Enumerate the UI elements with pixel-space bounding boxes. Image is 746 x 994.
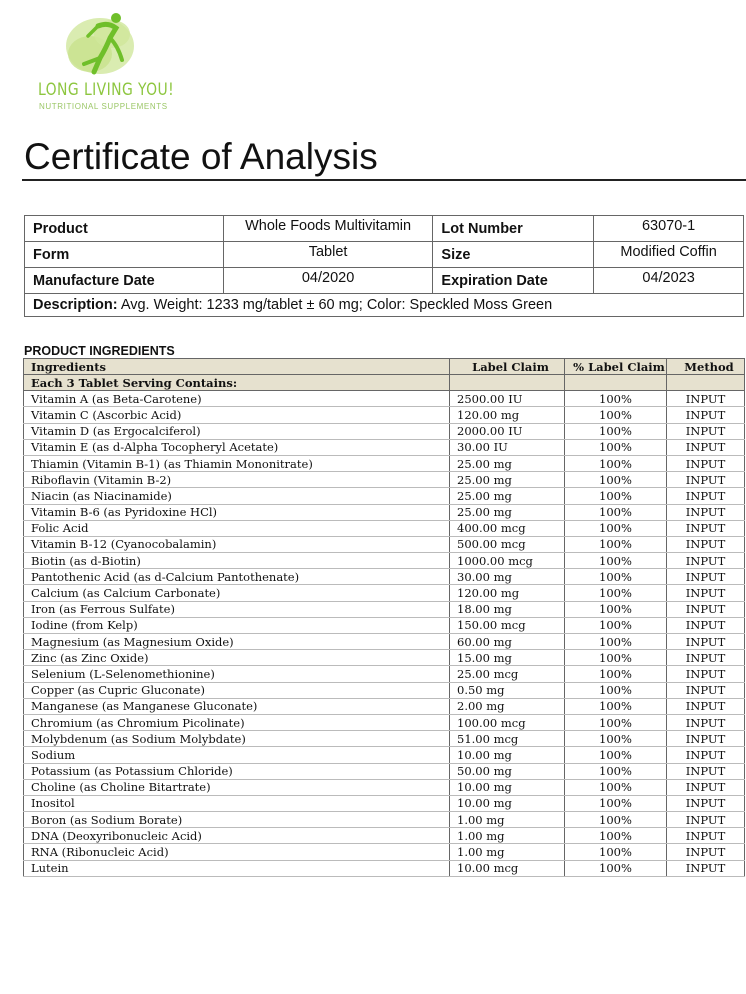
- label-claim: 50.00 mg: [450, 763, 565, 779]
- table-row: [24, 536, 745, 552]
- info-row-form: [25, 242, 744, 268]
- ingredient-name: Inositol: [24, 795, 450, 811]
- ingredient-name: Iron (as Ferrous Sulfate): [24, 601, 450, 617]
- ingredient-name: Riboflavin (Vitamin B-2): [24, 472, 450, 488]
- label-claim: 18.00 mg: [450, 601, 565, 617]
- pct-label-claim: 100%: [565, 714, 667, 730]
- pct-label-claim: 100%: [565, 812, 667, 828]
- ingredient-name: Folic Acid: [24, 520, 450, 536]
- column-header-label-claim: Label Claim: [450, 359, 565, 375]
- pct-label-claim: 100%: [565, 504, 667, 520]
- label-claim: 120.00 mg: [450, 407, 565, 423]
- title-divider: [22, 179, 746, 181]
- ingredient-name: Pantothenic Acid (as d-Calcium Pantothenate): [24, 569, 450, 585]
- pct-label-claim: 100%: [565, 455, 667, 471]
- label-claim: 150.00 mcg: [450, 617, 565, 633]
- method: INPUT: [667, 844, 745, 860]
- ingredient-name: Molybdenum (as Sodium Molybdate): [24, 731, 450, 747]
- ingredient-name: Vitamin B-6 (as Pyridoxine HCl): [24, 504, 450, 520]
- expiration-date-value: 04/2023: [594, 268, 744, 294]
- ingredient-name: Niacin (as Niacinamide): [24, 488, 450, 504]
- table-row: [24, 617, 745, 633]
- method: INPUT: [667, 520, 745, 536]
- table-row: [24, 504, 745, 520]
- ingredient-name: Vitamin A (as Beta-Carotene): [24, 391, 450, 407]
- pct-label-claim: 100%: [565, 553, 667, 569]
- table-row: [24, 585, 745, 601]
- ingredient-name: Selenium (L-Selenomethionine): [24, 666, 450, 682]
- label-claim: 2000.00 IU: [450, 423, 565, 439]
- ingredient-name: Vitamin C (Ascorbic Acid): [24, 407, 450, 423]
- pct-label-claim: 100%: [565, 747, 667, 763]
- runner-logo-icon: [60, 8, 140, 80]
- ingredient-name: Chromium (as Chromium Picolinate): [24, 714, 450, 730]
- ingredient-name: Zinc (as Zinc Oxide): [24, 650, 450, 666]
- table-row: [24, 731, 745, 747]
- ingredient-name: Iodine (from Kelp): [24, 617, 450, 633]
- info-row-description: [25, 294, 744, 317]
- label-claim: 0.50 mg: [450, 682, 565, 698]
- label-claim: 10.00 mcg: [450, 860, 565, 876]
- pct-label-claim: 100%: [565, 763, 667, 779]
- method: INPUT: [667, 472, 745, 488]
- ingredient-name: Vitamin E (as d-Alpha Tocopheryl Acetate): [24, 439, 450, 455]
- table-row: [24, 714, 745, 730]
- pct-label-claim: 100%: [565, 860, 667, 876]
- ingredient-name: Sodium: [24, 747, 450, 763]
- label-claim: 25.00 mg: [450, 455, 565, 471]
- label-claim: 30.00 IU: [450, 439, 565, 455]
- logo-brand-name: LONG LIVING YOU!: [38, 80, 175, 100]
- product-info-table: [24, 215, 744, 317]
- label-claim: 15.00 mg: [450, 650, 565, 666]
- serving-empty-cell: [565, 375, 667, 391]
- info-row-product: [25, 216, 744, 242]
- serving-label: Each 3 Tablet Serving Contains:: [24, 375, 450, 391]
- table-row: [24, 553, 745, 569]
- lot-value: 63070-1: [594, 216, 744, 242]
- pct-label-claim: 100%: [565, 779, 667, 795]
- table-row: [24, 747, 745, 763]
- info-row-dates: [25, 268, 744, 294]
- table-row: [24, 682, 745, 698]
- table-row: [24, 860, 745, 876]
- method: INPUT: [667, 779, 745, 795]
- table-row: [24, 423, 745, 439]
- table-row: [24, 520, 745, 536]
- pct-label-claim: 100%: [565, 520, 667, 536]
- table-row: [24, 828, 745, 844]
- label-claim: 10.00 mg: [450, 747, 565, 763]
- method: INPUT: [667, 763, 745, 779]
- ingredients-table: [23, 358, 745, 877]
- document-title: Certificate of Analysis: [24, 136, 378, 177]
- method: INPUT: [667, 731, 745, 747]
- table-row: [24, 698, 745, 714]
- table-row: [24, 666, 745, 682]
- table-row: [24, 391, 745, 407]
- pct-label-claim: 100%: [565, 844, 667, 860]
- ingredients-section-title: PRODUCT INGREDIENTS: [24, 344, 175, 358]
- method: INPUT: [667, 488, 745, 504]
- table-row: [24, 763, 745, 779]
- label-claim: 1.00 mg: [450, 828, 565, 844]
- serving-empty-cell: [450, 375, 565, 391]
- label-claim: 25.00 mg: [450, 472, 565, 488]
- method: INPUT: [667, 682, 745, 698]
- product-label: Product: [25, 216, 224, 242]
- pct-label-claim: 100%: [565, 601, 667, 617]
- pct-label-claim: 100%: [565, 488, 667, 504]
- method: INPUT: [667, 795, 745, 811]
- ingredients-body: [24, 391, 745, 877]
- label-claim: 30.00 mg: [450, 569, 565, 585]
- table-row: [24, 795, 745, 811]
- label-claim: 10.00 mg: [450, 779, 565, 795]
- size-label: Size: [433, 242, 594, 268]
- label-claim: 2500.00 IU: [450, 391, 565, 407]
- pct-label-claim: 100%: [565, 439, 667, 455]
- table-row: [24, 439, 745, 455]
- ingredient-name: Potassium (as Potassium Chloride): [24, 763, 450, 779]
- manufacture-date-value: 04/2020: [223, 268, 433, 294]
- table-row: [24, 601, 745, 617]
- form-value: Tablet: [223, 242, 433, 268]
- pct-label-claim: 100%: [565, 698, 667, 714]
- description-cell: [25, 294, 744, 317]
- ingredient-name: RNA (Ribonucleic Acid): [24, 844, 450, 860]
- table-row: [24, 407, 745, 423]
- table-row: [24, 488, 745, 504]
- pct-label-claim: 100%: [565, 472, 667, 488]
- method: INPUT: [667, 747, 745, 763]
- table-row: [24, 844, 745, 860]
- description-label: Description:: [33, 297, 118, 313]
- ingredient-name: Manganese (as Manganese Gluconate): [24, 698, 450, 714]
- label-claim: 25.00 mcg: [450, 666, 565, 682]
- method: INPUT: [667, 634, 745, 650]
- label-claim: 25.00 mg: [450, 504, 565, 520]
- label-claim: 1.00 mg: [450, 812, 565, 828]
- method: INPUT: [667, 439, 745, 455]
- pct-label-claim: 100%: [565, 682, 667, 698]
- method: INPUT: [667, 536, 745, 552]
- table-row: [24, 455, 745, 471]
- method: INPUT: [667, 391, 745, 407]
- method: INPUT: [667, 569, 745, 585]
- method: INPUT: [667, 650, 745, 666]
- ingredients-header-row: [24, 359, 745, 375]
- label-claim: 120.00 mg: [450, 585, 565, 601]
- pct-label-claim: 100%: [565, 617, 667, 633]
- label-claim: 400.00 mcg: [450, 520, 565, 536]
- label-claim: 2.00 mg: [450, 698, 565, 714]
- table-row: [24, 634, 745, 650]
- pct-label-claim: 100%: [565, 666, 667, 682]
- serving-row: [24, 375, 745, 391]
- pct-label-claim: 100%: [565, 650, 667, 666]
- ingredient-name: Vitamin B-12 (Cyanocobalamin): [24, 536, 450, 552]
- ingredient-name: Copper (as Cupric Gluconate): [24, 682, 450, 698]
- expiration-date-label: Expiration Date: [433, 268, 594, 294]
- label-claim: 51.00 mcg: [450, 731, 565, 747]
- ingredient-name: Biotin (as d-Biotin): [24, 553, 450, 569]
- manufacture-date-label: Manufacture Date: [25, 268, 224, 294]
- brand-logo: [38, 8, 175, 112]
- ingredient-name: Choline (as Choline Bitartrate): [24, 779, 450, 795]
- column-header-ingredients: Ingredients: [24, 359, 450, 375]
- label-claim: 1.00 mg: [450, 844, 565, 860]
- method: INPUT: [667, 698, 745, 714]
- lot-label: Lot Number: [433, 216, 594, 242]
- logo-tagline: NUTRITIONAL SUPPLEMENTS: [39, 102, 168, 111]
- table-row: [24, 812, 745, 828]
- ingredient-name: Boron (as Sodium Borate): [24, 812, 450, 828]
- pct-label-claim: 100%: [565, 536, 667, 552]
- method: INPUT: [667, 714, 745, 730]
- ingredient-name: Vitamin D (as Ergocalciferol): [24, 423, 450, 439]
- method: INPUT: [667, 601, 745, 617]
- description-value: Avg. Weight: 1233 mg/tablet ± 60 mg; Color: Speckled Moss Green: [117, 297, 553, 313]
- label-claim: 10.00 mg: [450, 795, 565, 811]
- ingredient-name: Magnesium (as Magnesium Oxide): [24, 634, 450, 650]
- ingredient-name: Lutein: [24, 860, 450, 876]
- method: INPUT: [667, 504, 745, 520]
- label-claim: 1000.00 mcg: [450, 553, 565, 569]
- pct-label-claim: 100%: [565, 423, 667, 439]
- pct-label-claim: 100%: [565, 391, 667, 407]
- pct-label-claim: 100%: [565, 634, 667, 650]
- method: INPUT: [667, 617, 745, 633]
- label-claim: 100.00 mcg: [450, 714, 565, 730]
- method: INPUT: [667, 666, 745, 682]
- label-claim: 25.00 mg: [450, 488, 565, 504]
- ingredient-name: DNA (Deoxyribonucleic Acid): [24, 828, 450, 844]
- pct-label-claim: 100%: [565, 407, 667, 423]
- method: INPUT: [667, 585, 745, 601]
- pct-label-claim: 100%: [565, 731, 667, 747]
- size-value: Modified Coffin: [594, 242, 744, 268]
- table-row: [24, 472, 745, 488]
- pct-label-claim: 100%: [565, 569, 667, 585]
- column-header-pct-label-claim: % Label Claim: [565, 359, 667, 375]
- table-row: [24, 569, 745, 585]
- column-header-method: Method: [667, 359, 745, 375]
- label-claim: 60.00 mg: [450, 634, 565, 650]
- form-label: Form: [25, 242, 224, 268]
- method: INPUT: [667, 407, 745, 423]
- pct-label-claim: 100%: [565, 585, 667, 601]
- product-value: Whole Foods Multivitamin: [223, 216, 433, 242]
- pct-label-claim: 100%: [565, 828, 667, 844]
- method: INPUT: [667, 828, 745, 844]
- method: INPUT: [667, 860, 745, 876]
- method: INPUT: [667, 812, 745, 828]
- ingredient-name: Thiamin (Vitamin B-1) (as Thiamin Mononitrate): [24, 455, 450, 471]
- label-claim: 500.00 mcg: [450, 536, 565, 552]
- method: INPUT: [667, 553, 745, 569]
- method: INPUT: [667, 423, 745, 439]
- method: INPUT: [667, 455, 745, 471]
- ingredient-name: Calcium (as Calcium Carbonate): [24, 585, 450, 601]
- serving-empty-cell: [667, 375, 745, 391]
- pct-label-claim: 100%: [565, 795, 667, 811]
- table-row: [24, 650, 745, 666]
- table-row: [24, 779, 745, 795]
